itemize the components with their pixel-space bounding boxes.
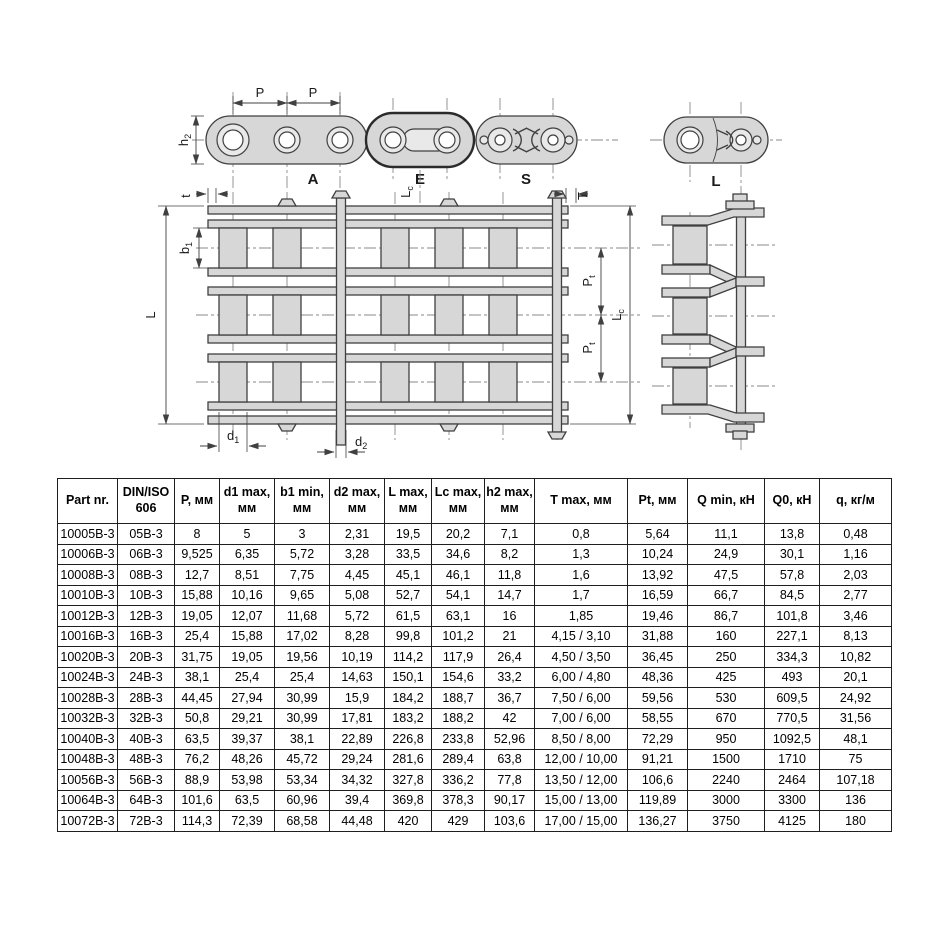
table-cell: 34,6 (432, 544, 485, 565)
table-cell: 52,96 (485, 729, 535, 750)
table-cell: 75 (820, 749, 892, 770)
table-cell: 369,8 (385, 790, 432, 811)
column-header-h2: h2 max, мм (485, 479, 535, 524)
table-cell: 114,3 (175, 811, 220, 832)
table-cell: 10,19 (330, 647, 385, 668)
table-cell: 10024B-3 (58, 667, 118, 688)
table-cell: 10006B-3 (58, 544, 118, 565)
table-cell: 10B-3 (118, 585, 175, 606)
table-cell: 0,48 (820, 524, 892, 545)
table-cell: 16,59 (628, 585, 688, 606)
column-header-qmin: Q min, кН (688, 479, 765, 524)
table-cell: 38,1 (275, 729, 330, 750)
table-cell: 0,8 (535, 524, 628, 545)
spec-table (57, 478, 892, 832)
table-cell: 10,16 (220, 585, 275, 606)
table-cell: 327,8 (385, 770, 432, 791)
spec-table-head (58, 479, 892, 524)
table-cell: 15,00 / 13,00 (535, 790, 628, 811)
table-cell: 34,32 (330, 770, 385, 791)
link-label-s: S (520, 171, 532, 188)
table-cell: 8,51 (220, 565, 275, 586)
table-cell: 36,45 (628, 647, 688, 668)
dim-label-b1: $b_1$ (177, 241, 194, 255)
table-cell: 12,07 (220, 606, 275, 627)
plan-view-drawing (143, 170, 640, 458)
table-cell: 19,05 (220, 647, 275, 668)
table-cell: 39,4 (330, 790, 385, 811)
table-cell: 30,99 (275, 688, 330, 709)
table-cell: 59,56 (628, 688, 688, 709)
table-cell: 11,8 (485, 565, 535, 586)
table-cell: 2240 (688, 770, 765, 791)
table-cell: 2464 (765, 770, 820, 791)
table-cell: 8 (175, 524, 220, 545)
table-cell: 114,2 (385, 647, 432, 668)
table-cell: 150,1 (385, 667, 432, 688)
table-cell: 429 (432, 811, 485, 832)
table-cell: 3,46 (820, 606, 892, 627)
table-cell: 50,8 (175, 708, 220, 729)
table-cell: 16B-3 (118, 626, 175, 647)
dim-label-d2: $d_2$ (355, 434, 368, 451)
table-cell: 180 (820, 811, 892, 832)
header-row (58, 479, 892, 524)
table-cell: 3 (275, 524, 330, 545)
table-cell: 12B-3 (118, 606, 175, 627)
offset-link-drawing (652, 194, 775, 439)
table-cell: 31,75 (175, 647, 220, 668)
link-label-e: E (414, 171, 426, 188)
table-cell: 4125 (765, 811, 820, 832)
column-header-pt: Pt, мм (628, 479, 688, 524)
table-cell: 44,48 (330, 811, 385, 832)
table-cell: 5,72 (330, 606, 385, 627)
table-cell: 15,88 (220, 626, 275, 647)
table-cell: 250 (688, 647, 765, 668)
table-cell: 1,16 (820, 544, 892, 565)
table-cell: 3750 (688, 811, 765, 832)
table-cell: 17,02 (275, 626, 330, 647)
table-cell: 66,7 (688, 585, 765, 606)
table-cell: 68,58 (275, 811, 330, 832)
table-row (58, 544, 892, 565)
table-cell: 15,88 (175, 585, 220, 606)
offset-pin (737, 204, 746, 426)
dim-label-pt2: $P_t$ (580, 342, 597, 354)
table-cell: 9,525 (175, 544, 220, 565)
table-cell: 16 (485, 606, 535, 627)
table-cell: 10064B-3 (58, 790, 118, 811)
table-cell: 29,21 (220, 708, 275, 729)
table-cell: 5 (220, 524, 275, 545)
table-cell: 61,5 (385, 606, 432, 627)
table-row (58, 729, 892, 750)
table-cell: 10012B-3 (58, 606, 118, 627)
table-cell: 770,5 (765, 708, 820, 729)
table-cell: 136 (820, 790, 892, 811)
table-cell: 25,4 (275, 667, 330, 688)
table-cell: 17,81 (330, 708, 385, 729)
dim-label-p2: P (308, 85, 318, 100)
table-cell: 30,1 (765, 544, 820, 565)
table-cell: 72,39 (220, 811, 275, 832)
t-dimension (178, 188, 228, 203)
table-cell: 63,1 (432, 606, 485, 627)
table-cell: 45,72 (275, 749, 330, 770)
table-cell: 05B-3 (118, 524, 175, 545)
table-cell: 54,1 (432, 585, 485, 606)
table-cell: 57,8 (765, 565, 820, 586)
table-row (58, 667, 892, 688)
table-cell: 10056B-3 (58, 770, 118, 791)
table-cell: 8,28 (330, 626, 385, 647)
table-cell: 6,35 (220, 544, 275, 565)
table-cell: 10020B-3 (58, 647, 118, 668)
table-cell: 63,8 (485, 749, 535, 770)
table-cell: 53,98 (220, 770, 275, 791)
table-row (58, 811, 892, 832)
table-cell: 10040B-3 (58, 729, 118, 750)
table-cell: 117,9 (432, 647, 485, 668)
table-cell: 91,21 (628, 749, 688, 770)
table-cell: 188,2 (432, 708, 485, 729)
table-cell: 14,7 (485, 585, 535, 606)
table-cell: 101,2 (432, 626, 485, 647)
table-cell: 48,26 (220, 749, 275, 770)
table-cell: 33,2 (485, 667, 535, 688)
table-cell: 45,1 (385, 565, 432, 586)
table-row (58, 688, 892, 709)
table-cell: 24,9 (688, 544, 765, 565)
table-cell: 7,50 / 6,00 (535, 688, 628, 709)
table-cell: 56B-3 (118, 770, 175, 791)
table-cell: 24,92 (820, 688, 892, 709)
link-label-a: A (307, 171, 319, 188)
table-cell: 26,4 (485, 647, 535, 668)
dim-label-d1: $d_1$ (227, 428, 240, 445)
column-header-lc: Lc max, мм (432, 479, 485, 524)
table-cell: 42 (485, 708, 535, 729)
table-cell: 17,00 / 15,00 (535, 811, 628, 832)
table-cell: 13,8 (765, 524, 820, 545)
table-cell: 334,3 (765, 647, 820, 668)
table-cell: 183,2 (385, 708, 432, 729)
table-cell: 950 (688, 729, 765, 750)
table-cell: 9,65 (275, 585, 330, 606)
column-header-d2: d2 max, мм (330, 479, 385, 524)
column-header-q0: Q0, кН (765, 479, 820, 524)
column-header-part: Part nr. (58, 479, 118, 524)
table-cell: 53,34 (275, 770, 330, 791)
table-cell: 52,7 (385, 585, 432, 606)
table-cell: 10028B-3 (58, 688, 118, 709)
table-cell: 226,8 (385, 729, 432, 750)
table-cell: 10,24 (628, 544, 688, 565)
table-row (58, 770, 892, 791)
table-cell: 106,6 (628, 770, 688, 791)
table-row (58, 749, 892, 770)
table-cell: 19,46 (628, 606, 688, 627)
table-cell: 19,5 (385, 524, 432, 545)
table-cell: 101,6 (175, 790, 220, 811)
table-cell: 14,63 (330, 667, 385, 688)
table-cell: 1,3 (535, 544, 628, 565)
table-cell: 64B-3 (118, 790, 175, 811)
table-cell: 15,9 (330, 688, 385, 709)
table-cell: 5,64 (628, 524, 688, 545)
table-cell: 06B-3 (118, 544, 175, 565)
table-cell: 10048B-3 (58, 749, 118, 770)
table-cell: 1,7 (535, 585, 628, 606)
table-cell: 33,5 (385, 544, 432, 565)
table-cell: 28B-3 (118, 688, 175, 709)
dim-label-t: t (178, 194, 193, 198)
table-cell: 5,08 (330, 585, 385, 606)
table-cell: 3300 (765, 790, 820, 811)
dim-label-p1: P (255, 85, 265, 100)
table-cell: 31,56 (820, 708, 892, 729)
offset-rollers (673, 226, 707, 404)
table-cell: 493 (765, 667, 820, 688)
table-cell: 8,50 / 8,00 (535, 729, 628, 750)
table-cell: 3000 (688, 790, 765, 811)
table-cell: 38,1 (175, 667, 220, 688)
column-header-d1: d1 max, мм (220, 479, 275, 524)
table-cell: 154,6 (432, 667, 485, 688)
table-cell: 136,27 (628, 811, 688, 832)
table-cell: 4,50 / 3,50 (535, 647, 628, 668)
table-cell: 86,7 (688, 606, 765, 627)
column-header-q: q, кг/м (820, 479, 892, 524)
dim-label-t-cap: T (575, 192, 590, 200)
table-cell: 99,8 (385, 626, 432, 647)
table-cell: 39,37 (220, 729, 275, 750)
table-cell: 48,1 (820, 729, 892, 750)
table-cell: 12,7 (175, 565, 220, 586)
table-row (58, 606, 892, 627)
table-row (58, 565, 892, 586)
table-cell: 20B-3 (118, 647, 175, 668)
table-cell: 10016B-3 (58, 626, 118, 647)
table-cell: 10,82 (820, 647, 892, 668)
table-cell: 60,96 (275, 790, 330, 811)
table-cell: 7,00 / 6,00 (535, 708, 628, 729)
table-cell: 19,56 (275, 647, 330, 668)
table-cell: 13,50 / 12,00 (535, 770, 628, 791)
table-cell: 12,00 / 10,00 (535, 749, 628, 770)
table-cell: 233,8 (432, 729, 485, 750)
table-cell: 63,5 (220, 790, 275, 811)
table-cell: 336,2 (432, 770, 485, 791)
table-cell: 2,03 (820, 565, 892, 586)
table-cell: 4,15 / 3,10 (535, 626, 628, 647)
table-cell: 227,1 (765, 626, 820, 647)
table-cell: 107,18 (820, 770, 892, 791)
table-cell: 10008B-3 (58, 565, 118, 586)
table-cell: 72,29 (628, 729, 688, 750)
table-cell: 40B-3 (118, 729, 175, 750)
table-cell: 32B-3 (118, 708, 175, 729)
table-cell: 281,6 (385, 749, 432, 770)
table-cell: 46,1 (432, 565, 485, 586)
table-cell: 47,5 (688, 565, 765, 586)
table-cell: 22,89 (330, 729, 385, 750)
table-cell: 25,4 (220, 667, 275, 688)
table-cell: 7,1 (485, 524, 535, 545)
table-cell: 188,7 (432, 688, 485, 709)
table-cell: 20,2 (432, 524, 485, 545)
table-cell: 21 (485, 626, 535, 647)
dim-label-l: L (143, 311, 158, 319)
table-cell: 10032B-3 (58, 708, 118, 729)
table-cell: 13,92 (628, 565, 688, 586)
table-cell: 10010B-3 (58, 585, 118, 606)
table-cell: 30,99 (275, 708, 330, 729)
table-row (58, 790, 892, 811)
technical-drawing (0, 0, 945, 470)
table-cell: 63,5 (175, 729, 220, 750)
column-header-l: L max, мм (385, 479, 432, 524)
l-dimension (143, 206, 204, 424)
table-cell: 11,1 (688, 524, 765, 545)
table-cell: 5,72 (275, 544, 330, 565)
table-cell: 58,55 (628, 708, 688, 729)
table-cell: 425 (688, 667, 765, 688)
table-cell: 27,94 (220, 688, 275, 709)
table-row (58, 647, 892, 668)
dim-label-lc-right: $L_c$ (609, 309, 626, 321)
table-cell: 36,7 (485, 688, 535, 709)
table-cell: 160 (688, 626, 765, 647)
table-cell: 10072B-3 (58, 811, 118, 832)
table-cell: 48B-3 (118, 749, 175, 770)
table-cell: 2,77 (820, 585, 892, 606)
dim-label-pt1: $P_t$ (580, 275, 597, 287)
table-cell: 6,00 / 4,80 (535, 667, 628, 688)
table-cell: 184,2 (385, 688, 432, 709)
table-cell: 29,24 (330, 749, 385, 770)
table-cell: 19,05 (175, 606, 220, 627)
table-cell: 25,4 (175, 626, 220, 647)
table-cell: 84,5 (765, 585, 820, 606)
end-link-label-l: L (711, 173, 721, 190)
table-cell: 3,28 (330, 544, 385, 565)
column-header-p: P, мм (175, 479, 220, 524)
table-cell: 103,6 (485, 811, 535, 832)
table-cell: 4,45 (330, 565, 385, 586)
table-cell: 08B-3 (118, 565, 175, 586)
table-cell: 48,36 (628, 667, 688, 688)
table-row (58, 626, 892, 647)
column-header-b1: b1 min, мм (275, 479, 330, 524)
table-row (58, 708, 892, 729)
table-row (58, 585, 892, 606)
table-cell: 72B-3 (118, 811, 175, 832)
table-cell: 8,2 (485, 544, 535, 565)
column-header-t: T max, мм (535, 479, 628, 524)
table-cell: 24B-3 (118, 667, 175, 688)
table-cell: 10005B-3 (58, 524, 118, 545)
dim-label-lc-top: $L_c$ (398, 186, 415, 198)
pitch-dimension (233, 85, 340, 114)
dim-label-h2: $h_2$ (176, 133, 193, 147)
table-cell: 44,45 (175, 688, 220, 709)
spec-table-body (58, 524, 892, 832)
table-cell: 7,75 (275, 565, 330, 586)
table-cell: 90,17 (485, 790, 535, 811)
table-cell: 101,8 (765, 606, 820, 627)
table-cell: 420 (385, 811, 432, 832)
table-cell: 76,2 (175, 749, 220, 770)
table-cell: 1,6 (535, 565, 628, 586)
table-cell: 119,89 (628, 790, 688, 811)
table-cell: 1500 (688, 749, 765, 770)
table-row (58, 524, 892, 545)
table-cell: 11,68 (275, 606, 330, 627)
table-cell: 77,8 (485, 770, 535, 791)
table-cell: 1092,5 (765, 729, 820, 750)
table-cell: 609,5 (765, 688, 820, 709)
table-cell: 8,13 (820, 626, 892, 647)
table-cell: 530 (688, 688, 765, 709)
table-cell: 31,88 (628, 626, 688, 647)
table-cell: 289,4 (432, 749, 485, 770)
table-cell: 670 (688, 708, 765, 729)
table-cell: 378,3 (432, 790, 485, 811)
table-cell: 20,1 (820, 667, 892, 688)
table-cell: 88,9 (175, 770, 220, 791)
table-cell: 1,85 (535, 606, 628, 627)
column-header-din: DIN/ISO 606 (118, 479, 175, 524)
side-view-drawing (176, 85, 618, 190)
table-cell: 1710 (765, 749, 820, 770)
table-cell: 2,31 (330, 524, 385, 545)
